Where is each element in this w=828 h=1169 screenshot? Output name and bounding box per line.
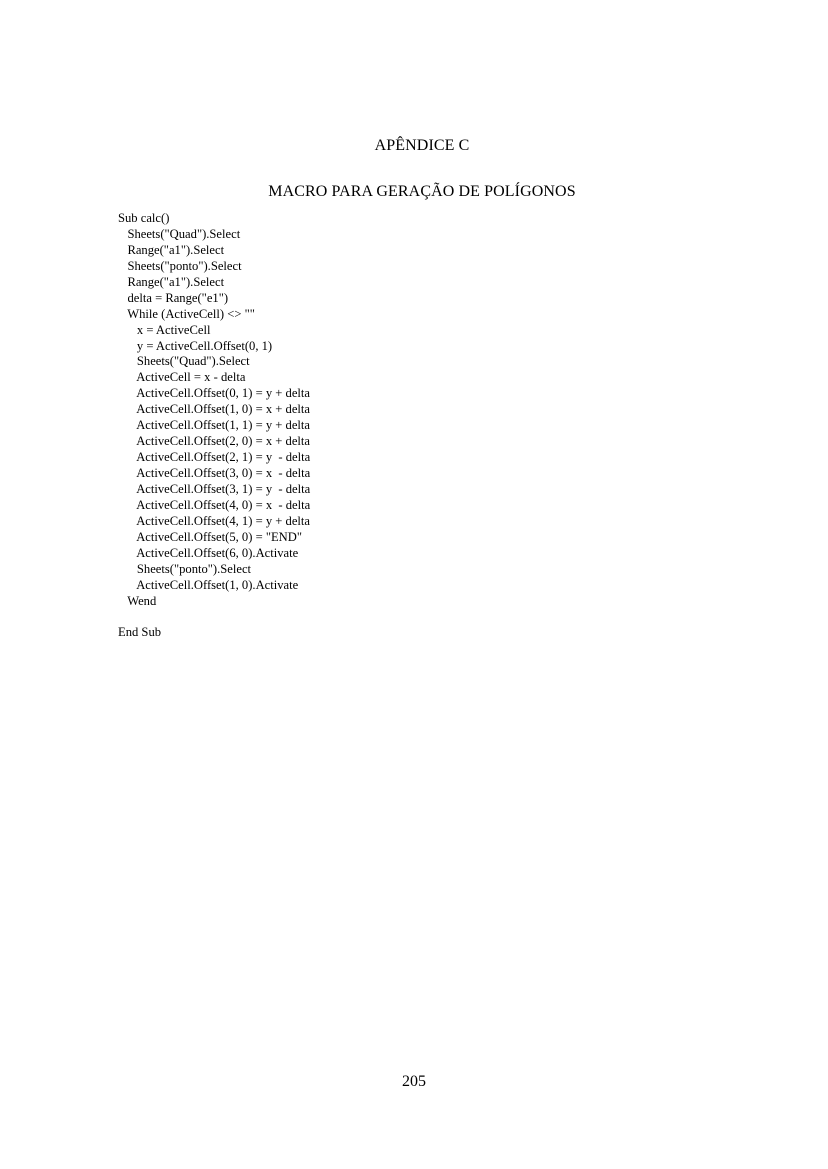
- code-line: ActiveCell.Offset(3, 1) = y - delta: [118, 481, 311, 496]
- code-line: ActiveCell.Offset(1, 0).Activate: [118, 577, 299, 592]
- code-line: ActiveCell.Offset(1, 0) = x + delta: [118, 402, 310, 417]
- code-line: ActiveCell.Offset(0, 1) = y + delta: [118, 386, 310, 401]
- code-line: Sheets("Quad").Select: [118, 354, 250, 369]
- code-line: End Sub: [118, 625, 162, 640]
- code-line: x = ActiveCell: [118, 322, 211, 337]
- code-line: ActiveCell.Offset(2, 0) = x + delta: [118, 434, 310, 449]
- appendix-title: APÊNDICE C: [374, 137, 470, 154]
- code-line: Sub calc(): [118, 211, 170, 225]
- code-line: Wend: [118, 593, 157, 608]
- code-line: ActiveCell.Offset(2, 1) = y - delta: [118, 450, 311, 465]
- code-line: ActiveCell.Offset(4, 1) = y + delta: [118, 513, 310, 528]
- code-line: ActiveCell.Offset(3, 0) = x - delta: [118, 466, 311, 480]
- code-line: ActiveCell.Offset(1, 1) = y + delta: [118, 418, 310, 433]
- code-line: [118, 609, 310, 625]
- code-line: While (ActiveCell) <> "": [118, 306, 255, 321]
- page-number: 205: [402, 1073, 426, 1090]
- code-line: ActiveCell.Offset(4, 0) = x - delta: [118, 497, 311, 512]
- code-line: Sheets("Quad").Select: [118, 226, 241, 241]
- code-line: delta = Range("e1"): [118, 290, 229, 305]
- code-line: Sheets("ponto").Select: [118, 258, 242, 273]
- code-line: Range("a1").Select: [118, 274, 225, 289]
- code-line: ActiveCell.Offset(5, 0) = "END": [118, 529, 302, 544]
- code-line: Sheets("ponto").Select: [118, 561, 252, 576]
- code-line: y = ActiveCell.Offset(0, 1): [118, 338, 273, 353]
- code-listing: [118, 211, 310, 641]
- code-line: ActiveCell.Offset(6, 0).Activate: [118, 545, 299, 560]
- code-line: ActiveCell = x - delta: [118, 370, 246, 385]
- code-line: Range("a1").Select: [118, 242, 225, 257]
- macro-title: MACRO PARA GERAÇÃO DE POLÍGONOS: [268, 183, 576, 200]
